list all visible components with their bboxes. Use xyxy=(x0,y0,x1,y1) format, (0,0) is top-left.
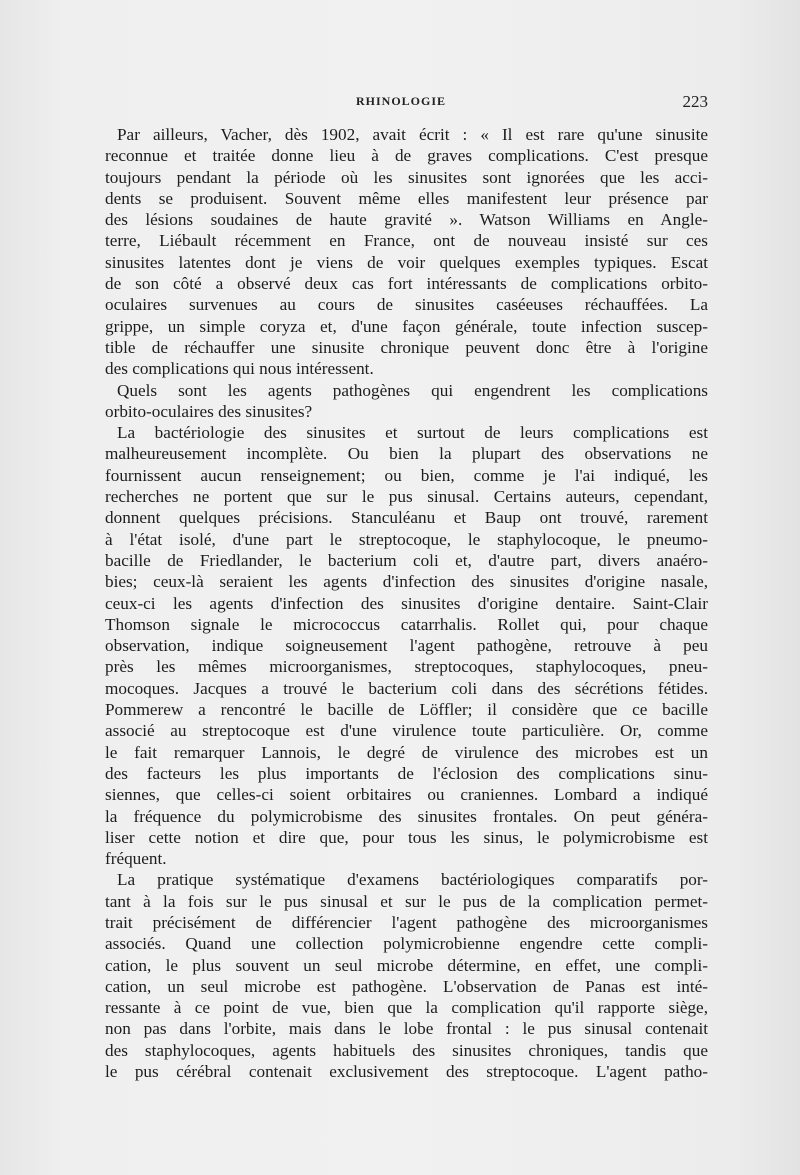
text-line: bacille de Friedlander, le bacterium coli et, d'autre part, divers anaéro- xyxy=(105,550,708,570)
text-line: dents se produisent. Souvent même elles manifestent leur présence par xyxy=(105,188,708,208)
body-text xyxy=(105,124,708,1082)
text-line: ceux-ci les agents d'infection des sinusites d'origine dentaire. Saint-Clair xyxy=(105,593,708,613)
text-line: de son côté a observé deux cas fort intéressants de complications orbito- xyxy=(105,274,708,294)
text-line: Quels sont les agents pathogènes qui engendrent les complications xyxy=(117,380,708,400)
text-line: fournissent aucun renseignement; ou bien, comme je l'ai indiqué, les xyxy=(105,465,708,485)
running-head: RHINOLOGIE xyxy=(356,94,447,108)
text-line: liser cette notion et dire que, pour tous les sinus, le polymicrobisme est xyxy=(105,827,708,847)
text-line: grippe, un simple coryza et, d'une façon générale, toute infection suscep- xyxy=(105,316,708,336)
page-number: 223 xyxy=(682,92,708,111)
text-line: le fait remarquer Lannois, le degré de virulence des microbes est un xyxy=(105,742,708,762)
text-line: la fréquence du polymicrobisme des sinusites frontales. On peut généra- xyxy=(105,806,708,826)
text-line: malheureusement incomplète. Ou bien la plupart des observations ne xyxy=(105,444,708,464)
text-line: sinusites latentes dont je viens de voir quelques exemples typiques. Escat xyxy=(105,252,708,272)
text-line: associé au streptocoque est d'une virulence toute particulière. Or, comme xyxy=(105,721,708,741)
page-header xyxy=(105,92,708,114)
text-line: des facteurs les plus importants de l'éclosion des complications sinu- xyxy=(105,763,708,783)
text-line: le pus cérébral contenait exclusivement des streptocoque. L'agent patho- xyxy=(105,1062,708,1082)
text-line: Pommerew a rencontré le bacille de Löffler; il considère que ce bacille xyxy=(105,700,708,720)
text-line: reconnue et traitée donne lieu à de graves complications. C'est presque xyxy=(105,146,708,166)
text-line: orbito-oculaires des sinusites? xyxy=(105,401,313,421)
text-line: observation, indique soigneusement l'agent pathogène, retrouve à peu xyxy=(105,636,708,656)
text-line: mocoques. Jacques a trouvé le bacterium coli dans des sécrétions fétides. xyxy=(105,678,708,698)
text-line: siennes, que celles-ci soient orbitaires ou craniennes. Lombard a indiqué xyxy=(105,785,708,805)
text-line: recherches ne portent que sur le pus sinusal. Certains auteurs, cependant, xyxy=(105,487,708,507)
text-line: près les mêmes microorganismes, streptocoques, staphylocoques, pneu- xyxy=(105,657,708,677)
text-line: des lésions soudaines de haute gravité ». Watson Williams en Angle- xyxy=(105,210,708,230)
text-line: ressante à ce point de vue, bien que la complication qu'il rapporte siège, xyxy=(105,998,708,1018)
text-line: tant à la fois sur le pus sinusal et sur le pus de la complication permet- xyxy=(105,891,708,911)
text-line: terre, Liébault récemment en France, ont de nouveau insisté sur ces xyxy=(105,231,708,251)
text-line: associés. Quand une collection polymicrobienne engendre cette compli- xyxy=(105,934,708,954)
text-line: cation, un seul microbe est pathogène. L'observation de Panas est inté- xyxy=(105,976,708,996)
text-line: oculaires survenues au cours de sinusites caséeuses réchauffées. La xyxy=(105,295,708,315)
text-line: fréquent. xyxy=(105,849,167,869)
text-line: à l'état isolé, d'une part le streptocoque, le staphylocoque, le pneumo- xyxy=(105,529,708,549)
text-line: non pas dans l'orbite, mais dans le lobe frontal : le pus sinusal contenait xyxy=(105,1019,708,1039)
text-line: des complications qui nous intéressent. xyxy=(105,359,374,379)
text-line: La pratique systématique d'examens bactériologiques comparatifs por- xyxy=(117,870,708,890)
text-line: trait précisément de différencier l'agent pathogène des microorganismes xyxy=(105,912,708,932)
text-line: La bactériologie des sinusites et surtout de leurs complications est xyxy=(117,423,708,443)
text-line: Par ailleurs, Vacher, dès 1902, avait écrit : « Il est rare qu'une sinusite xyxy=(117,125,708,144)
text-line: donnent quelques précisions. Stanculéanu et Baup ont trouvé, rarement xyxy=(105,508,708,528)
text-line: toujours pendant la période où les sinusites sont ignorées que les acci- xyxy=(105,167,708,187)
text-line: tible de réchauffer une sinusite chronique peuvent donc être à l'origine xyxy=(105,337,708,357)
text-line: bies; ceux-là seraient les agents d'infection des sinusites d'origine nasale, xyxy=(105,572,708,592)
text-line: des staphylocoques, agents habituels des sinusites chroniques, tandis que xyxy=(105,1040,708,1060)
text-line: cation, le plus souvent un seul microbe détermine, en effet, une compli- xyxy=(105,955,708,975)
text-line: Thomson signale le micrococcus catarrhalis. Rollet qui, pour chaque xyxy=(105,614,708,634)
